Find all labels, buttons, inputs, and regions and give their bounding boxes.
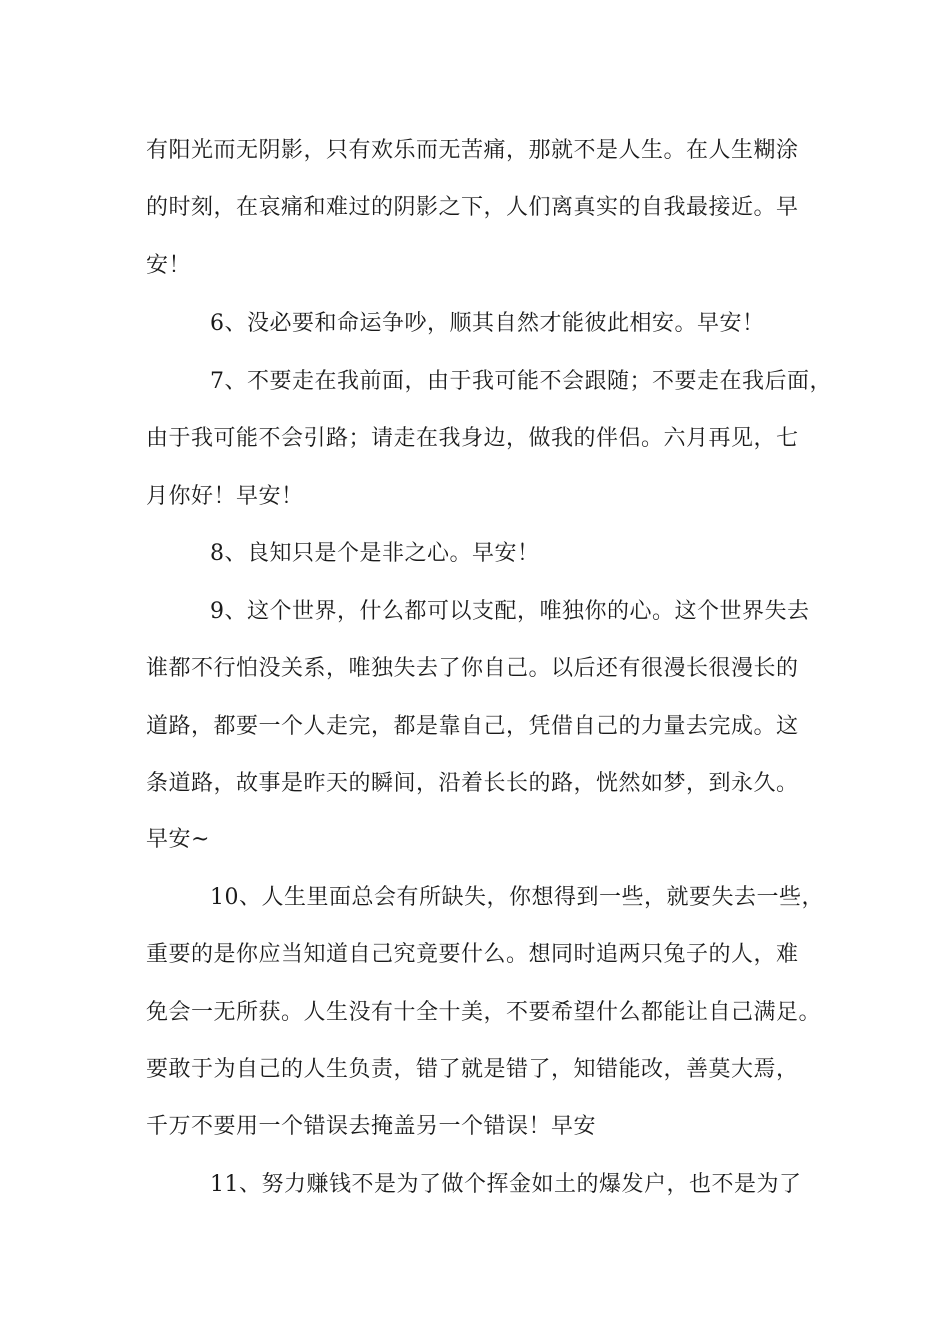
paragraph-6: 6、没必要和命运争吵，顺其自然才能彼此相安。早安！	[210, 311, 765, 336]
paragraph-10: 10、人生里面总会有所缺失，你想得到一些，就要失去一些，	[210, 885, 824, 910]
text-line: 月你好！早安！	[146, 484, 304, 509]
text-line: 要敢于为自己的人生负责，错了就是错了，知错能改，善莫大焉，	[146, 1057, 799, 1082]
text-line: 由于我可能不会引路；请走在我身边，做我的伴侣。六月再见，七	[146, 426, 799, 451]
text-line: 安！	[146, 253, 192, 278]
paragraph-8: 8、良知只是个是非之心。早安！	[210, 541, 540, 566]
text-line: 条道路，故事是昨天的瞬间，沿着长长的路，恍然如梦，到永久。	[146, 771, 799, 796]
paragraph-11: 11、努力赚钱不是为了做个挥金如土的爆发户，也不是为了	[210, 1172, 802, 1197]
text-line: 早安~	[146, 827, 210, 852]
text-line: 谁都不行怕没关系，唯独失去了你自己。以后还有很漫长很漫长的	[146, 656, 799, 681]
text-line: 重要的是你应当知道自己究竟要什么。想同时追两只兔子的人，难	[146, 942, 799, 967]
text-line: 道路，都要一个人走完，都是靠自己，凭借自己的力量去完成。这	[146, 714, 799, 739]
paragraph-7: 7、不要走在我前面，由于我可能不会跟随；不要走在我后面，	[210, 369, 832, 394]
text-line: 免会一无所获。人生没有十全十美，不要希望什么都能让自己满足。	[146, 1000, 822, 1025]
text-line: 有阳光而无阴影，只有欢乐而无苦痛，那就不是人生。在人生糊涂	[146, 138, 799, 163]
text-line: 千万不要用一个错误去掩盖另一个错误！早安	[146, 1114, 597, 1139]
text-line: 的时刻，在哀痛和难过的阴影之下，人们离真实的自我最接近。早	[146, 195, 799, 220]
paragraph-9: 9、这个世界，什么都可以支配，唯独你的心。这个世界失去	[210, 599, 810, 624]
